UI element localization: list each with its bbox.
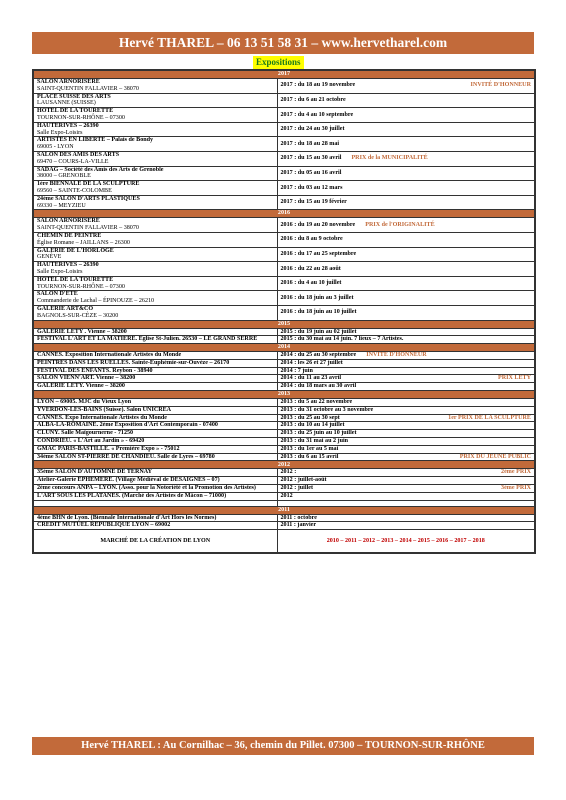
venue-line: HOTEL DE LA TOURETTE xyxy=(37,276,114,283)
exhibition-row xyxy=(33,262,535,277)
venue-line: 69470 – COURS-LA-VILLE xyxy=(37,158,109,165)
date-text: 2013 : du 25 au 30 sept xyxy=(280,414,340,421)
exhibition-row xyxy=(33,291,535,306)
venue-line: CHEMIN DE PEINTRE xyxy=(37,232,102,239)
venue-cell xyxy=(33,181,277,196)
date-cell xyxy=(277,262,535,277)
venue-line: LAUSANNE (SUISSE) xyxy=(37,100,96,107)
venue-line: SALON DES AMIS DES ARTS xyxy=(37,151,120,158)
date-text: 2016 : du 22 au 28 août xyxy=(280,265,341,272)
exhibition-row xyxy=(33,137,535,152)
venue-line: GALERIE ART&CO xyxy=(37,305,94,312)
date-cell xyxy=(277,137,535,152)
exhibition-row xyxy=(33,414,535,422)
date-cell xyxy=(277,375,535,383)
venue-cell xyxy=(33,262,277,277)
venue-line: 35ème SALON D'AUTOMNE DE TERNAY xyxy=(37,469,153,476)
year-heading: 2012 xyxy=(33,461,535,469)
date-cell xyxy=(277,522,535,530)
venue-line: GMAC PARIS-BASTILLE. « Première Expo » - 75012 xyxy=(37,445,180,452)
marche-years: 2010 – 2011 – 2012 – 2013 – 2014 – 2015 – 2016 – 2017 – 2018 xyxy=(277,530,535,554)
exhibition-row xyxy=(33,276,535,291)
date-cell xyxy=(277,406,535,414)
exhibition-row xyxy=(33,399,535,407)
venue-line: SALON VIENN'ART. Vienne – 38200 xyxy=(37,375,136,382)
marche-row xyxy=(33,530,535,554)
date-text: 2013 : du 31 octobre au 3 novembre xyxy=(280,406,374,413)
venue-line: 4ème BHN de Lyon. (Biennale Internationale d'Art Hors les Normes) xyxy=(37,514,217,521)
exhibitions-table xyxy=(32,69,536,554)
exhibition-row xyxy=(33,218,535,233)
prize-label: PRIX de la MUNICIPALITÉ xyxy=(351,155,428,162)
venue-line: CANNES. Expo Internationale Artistes du Monde xyxy=(37,414,168,421)
venue-line: CLUNY. Salle Maîgournerne - 71250 xyxy=(37,430,134,437)
date-text: 2017 : du 15 au 19 février xyxy=(280,199,347,206)
venue-cell xyxy=(33,399,277,407)
venue-line: Commanderie de Lachal – ÉPINOUZE – 26210 xyxy=(37,298,155,305)
date-cell xyxy=(277,352,535,360)
date-cell xyxy=(277,151,535,166)
date-cell xyxy=(277,485,535,493)
date-text: 2012 : juillet xyxy=(280,485,313,492)
venue-line: 69330 – MEYZIEU xyxy=(37,202,86,209)
date-text: 2014 : les 26 et 27 juillet xyxy=(280,359,343,366)
footer-address: Hervé THAREL : Au Cornilhac – 36, chemin du Pillet. 07300 – TOURNON-SUR-RHÔNE xyxy=(81,740,485,751)
date-cell xyxy=(277,181,535,196)
prize-label: INVITÉ D'HONNEUR xyxy=(366,352,427,359)
prize-label: PRIX LÉTY xyxy=(497,375,531,382)
venue-line: TOURNON-SUR-RHÔNE – 07300 xyxy=(37,283,125,290)
venue-line: 2ème concours ANPA – LYON. (Asso. pour la Notoriété et la Promotion des Artistes) xyxy=(37,485,256,492)
venue-line: LYON – 69005. MJC du Vieux Lyon xyxy=(37,399,132,406)
exhibition-row xyxy=(33,247,535,262)
venue-cell xyxy=(33,406,277,414)
date-text: 2013 : du 31 mai au 2 juin xyxy=(280,438,349,445)
date-text: 2013 : du 6 au 15 avril xyxy=(280,453,339,460)
venue-cell xyxy=(33,514,277,522)
venue-line: ARTISTES EN LIBERTE – Palais de Bondy xyxy=(37,137,154,144)
venue-cell xyxy=(33,352,277,360)
venue-line: Salle Expo-Loisirs xyxy=(37,268,83,275)
venue-cell xyxy=(33,477,277,485)
date-text: 2012 xyxy=(280,492,293,499)
venue-cell xyxy=(33,218,277,233)
venue-line: 38000 – GRENOBLE xyxy=(37,173,91,180)
venue-cell xyxy=(33,445,277,453)
footer-banner xyxy=(32,737,534,755)
date-cell xyxy=(277,438,535,446)
venue-line: PLACE SUISSE DES ARTS xyxy=(37,93,111,100)
venue-line: SALON ARNORISERE xyxy=(37,79,100,85)
venue-cell xyxy=(33,430,277,438)
prize-label: 3ème PRIX xyxy=(501,485,531,492)
date-cell xyxy=(277,492,535,500)
exhibition-row xyxy=(33,453,535,461)
date-cell xyxy=(277,430,535,438)
date-cell xyxy=(277,328,535,336)
date-cell xyxy=(277,79,535,94)
venue-cell xyxy=(33,414,277,422)
exhibition-row xyxy=(33,477,535,485)
date-text: 2014 : du 11 au 23 avril xyxy=(280,375,342,382)
date-text: 2016 : du 17 au 25 septembre xyxy=(280,250,357,257)
date-cell xyxy=(277,383,535,391)
venue-cell xyxy=(33,93,277,108)
date-text: 2014 : 7 juin xyxy=(280,367,313,374)
exhibition-row xyxy=(33,485,535,493)
venue-cell xyxy=(33,438,277,446)
exhibition-row xyxy=(33,181,535,196)
date-cell xyxy=(277,414,535,422)
date-text: 2015 : du 19 juin au 02 juillet xyxy=(280,328,357,335)
date-text: 2017 : du 18 au 19 novembre xyxy=(280,82,356,89)
year-heading: 2014 xyxy=(33,344,535,352)
date-cell xyxy=(277,477,535,485)
year-row xyxy=(33,344,535,352)
exhibition-row xyxy=(33,122,535,137)
date-cell xyxy=(277,166,535,181)
date-text: 2015 : du 30 mai au 14 juin. 7 lieux – 7 Artistes. xyxy=(280,336,404,343)
exhibition-row xyxy=(33,438,535,446)
date-cell xyxy=(277,122,535,137)
venue-cell xyxy=(33,232,277,247)
date-cell xyxy=(277,469,535,477)
venue-line: TOURNON-SUR-RHÔNE – 07300 xyxy=(37,114,125,121)
exhibition-row xyxy=(33,232,535,247)
date-text: 2017 : du 05 au 16 avril xyxy=(280,169,342,176)
venue-line: HAUTERIVES – 26390 xyxy=(37,262,99,269)
venue-cell xyxy=(33,328,277,336)
date-text: 2016 : du 4 au 10 juillet xyxy=(280,280,342,287)
year-row xyxy=(33,320,535,328)
venue-cell xyxy=(33,108,277,123)
date-text: 2013 : du 5 au 22 novembre xyxy=(280,399,353,406)
date-text: 2017 : du 4 au 10 septembre xyxy=(280,111,354,118)
venue-line: GENÈVE xyxy=(37,254,62,261)
venue-line: SAINT-QUENTIN FALLAVIER – 38070 xyxy=(37,225,139,232)
venue-line: SAINT-QUENTIN FALLAVIER – 38070 xyxy=(37,85,139,92)
year-heading: 2011 xyxy=(33,506,535,514)
venue-line: CRÉDIT MUTUEL RÉPUBLIQUE LYON – 69002 xyxy=(37,522,171,529)
date-cell xyxy=(277,247,535,262)
exhibition-row xyxy=(33,336,535,344)
venue-line: Église Romane – JAILLANS – 26300 xyxy=(37,239,130,246)
prize-label: PRIX DU JEUNE PUBLIC xyxy=(459,453,531,460)
venue-line: FESTIVAL DES ENFANTS. Reybon - 38940 xyxy=(37,367,153,374)
venue-line: 34ème SALON ST-PIERRE DE CHANDIEU. Salle de Lyres – 69780 xyxy=(37,453,215,460)
venue-line: SADAG – Société des Amis des Arts de Grenoble xyxy=(37,166,164,173)
date-cell xyxy=(277,367,535,375)
date-cell xyxy=(277,218,535,233)
venue-line: FESTIVAL L'ART ET LA MATIÈRE. Église St-Julien. 26530 – LE GRAND SERRE xyxy=(37,336,258,343)
venue-cell xyxy=(33,247,277,262)
venue-line: YVERDON-LES-BAINS (Suisse). Salon UNICREA xyxy=(37,406,172,413)
date-cell xyxy=(277,276,535,291)
venue-line: HOTEL DE LA TOURETTE xyxy=(37,108,114,115)
venue-cell xyxy=(33,522,277,530)
venue-cell xyxy=(33,137,277,152)
venue-line: GALERIE DE L'HORLOGE xyxy=(37,247,114,254)
date-cell xyxy=(277,445,535,453)
exhibition-row xyxy=(33,359,535,367)
venue-cell xyxy=(33,122,277,137)
date-cell xyxy=(277,359,535,367)
header-title: Hervé THAREL – 06 13 51 58 31 – www.hervetharel.com xyxy=(118,35,448,50)
date-text: 2016 : du 18 juin au 3 juillet xyxy=(280,294,354,301)
venue-cell xyxy=(33,151,277,166)
year-heading: 2015 xyxy=(33,320,535,328)
venue-line: BAGNOLS-SUR-CÈZE – 30200 xyxy=(37,312,119,319)
prize-label: 2ème PRIX xyxy=(501,469,531,476)
marche-label: MARCHÉ DE LA CRÉATION DE LYON xyxy=(33,530,277,554)
exhibition-row xyxy=(33,93,535,108)
venue-line: Atelier-Galerie ÉPHÉMÈRE. (Village Médiéval de DESAIGNES – 07) xyxy=(37,477,220,484)
exhibition-row xyxy=(33,166,535,181)
date-cell xyxy=(277,305,535,320)
venue-cell xyxy=(33,367,277,375)
year-row xyxy=(33,391,535,399)
year-heading: 2016 xyxy=(33,210,535,218)
exhibition-row xyxy=(33,492,535,500)
venue-line: 1ère BIENNALE DE LA SCULPTURE xyxy=(37,181,140,188)
date-cell xyxy=(277,453,535,461)
venue-cell xyxy=(33,305,277,320)
date-text: 2017 : du 15 au 30 avril xyxy=(280,155,342,162)
date-cell xyxy=(277,108,535,123)
prize-label: INVITÉ D'HONNEUR xyxy=(470,82,531,89)
venue-cell xyxy=(33,359,277,367)
section-subtitle: Expositions xyxy=(253,56,304,69)
exhibition-row xyxy=(33,108,535,123)
venue-line: HAUTERIVES – 26390 xyxy=(37,122,99,129)
year-heading: 2017 xyxy=(33,70,535,79)
venue-line: CONDRIEU. « L'Art au Jardin » - 69420 xyxy=(37,438,145,445)
exhibition-row xyxy=(33,522,535,530)
venue-cell xyxy=(33,469,277,477)
venue-line: GALERIE LÉTY. Vienne – 38200 xyxy=(37,383,125,390)
date-text: 2017 : du 18 au 28 mai xyxy=(280,140,340,147)
year-row xyxy=(33,70,535,79)
exhibition-row xyxy=(33,328,535,336)
venue-line: SALON ARNORISERE xyxy=(37,218,100,225)
exhibition-row xyxy=(33,151,535,166)
date-text: 2011 : janvier xyxy=(280,522,317,529)
venue-line: GALERIE LÉTY . Vienne – 38200 xyxy=(37,328,127,335)
date-text: 2017 : du 24 au 30 juillet xyxy=(280,126,345,133)
exhibition-row xyxy=(33,422,535,430)
exhibition-row xyxy=(33,514,535,522)
exhibition-row xyxy=(33,195,535,210)
venue-cell xyxy=(33,375,277,383)
year-heading: 2013 xyxy=(33,391,535,399)
date-cell xyxy=(277,93,535,108)
date-cell xyxy=(277,291,535,306)
venue-line: CANNES. Exposition Internationale Artistes du Monde xyxy=(37,352,182,359)
venue-cell xyxy=(33,79,277,94)
venue-cell xyxy=(33,195,277,210)
prize-label: PRIX de l'ORIGINALITÉ xyxy=(365,221,435,228)
exhibition-row xyxy=(33,79,535,94)
venue-cell xyxy=(33,336,277,344)
year-row xyxy=(33,506,535,514)
exhibition-row xyxy=(33,445,535,453)
date-text: 2012 : juillet-août xyxy=(280,477,327,484)
prize-label: 1er PRIX DE LA SCULPTURE xyxy=(448,414,531,421)
venue-cell xyxy=(33,276,277,291)
venue-line: SALON D'ÉTÉ xyxy=(37,291,78,298)
venue-line: ALBA-LA-ROMAINE. 2ème Exposition d'Art Contemporain - 07400 xyxy=(37,422,218,429)
venue-line: Salle Expo-Loisirs xyxy=(37,129,83,136)
date-text: 2013 : du 25 juin au 10 juillet xyxy=(280,430,357,437)
venue-line: 69005 - LYON xyxy=(37,144,74,151)
date-text: 2014 : du 18 mars au 30 avril xyxy=(280,383,357,390)
exhibition-row xyxy=(33,367,535,375)
venue-cell xyxy=(33,166,277,181)
year-row xyxy=(33,461,535,469)
date-cell xyxy=(277,514,535,522)
header-banner xyxy=(32,32,534,54)
venue-cell xyxy=(33,485,277,493)
date-text: 2013 : du 1er au 5 mai xyxy=(280,445,339,452)
date-text: 2017 : du 03 au 12 mars xyxy=(280,184,343,191)
date-cell xyxy=(277,232,535,247)
exhibition-row xyxy=(33,406,535,414)
exhibition-row xyxy=(33,375,535,383)
date-text: 2016 : du 18 juin au 10 juillet xyxy=(280,309,357,316)
venue-cell xyxy=(33,453,277,461)
date-cell xyxy=(277,195,535,210)
date-text: 2016 : du 19 au 20 novembre xyxy=(280,221,356,228)
venue-line: 69560 – SAINTE-COLOMBE xyxy=(37,187,112,194)
venue-line: PEINTRES DANS LES RUELLES. Sainte-Euphémie-sur-Ouvèze – 26170 xyxy=(37,359,230,366)
venue-cell xyxy=(33,492,277,500)
venue-line: 24ème SALON D'ARTS PLASTIQUES xyxy=(37,195,140,202)
exhibition-row xyxy=(33,430,535,438)
date-text: 2014 : du 25 au 30 septembre xyxy=(280,352,357,359)
exhibition-row xyxy=(33,352,535,360)
year-row xyxy=(33,210,535,218)
date-cell xyxy=(277,422,535,430)
exhibition-row xyxy=(33,469,535,477)
venue-cell xyxy=(33,291,277,306)
exhibition-row xyxy=(33,383,535,391)
exhibition-row xyxy=(33,305,535,320)
venue-line: L'ART SOUS LES PLATANES. (Marché des Artistes de Mâcon – 71000) xyxy=(37,492,227,499)
date-text: 2017 : du 6 au 21 octobre xyxy=(280,96,346,103)
date-text: 2012 : xyxy=(280,469,297,476)
date-cell xyxy=(277,399,535,407)
venue-cell xyxy=(33,422,277,430)
date-cell xyxy=(277,336,535,344)
exhibitions-body xyxy=(33,70,535,553)
date-text: 2016 : du 8 au 9 octobre xyxy=(280,236,343,243)
date-text: 2013 : du 10 au 14 juillet xyxy=(280,422,345,429)
venue-cell xyxy=(33,383,277,391)
date-text: 2011 : octobre xyxy=(280,514,317,521)
